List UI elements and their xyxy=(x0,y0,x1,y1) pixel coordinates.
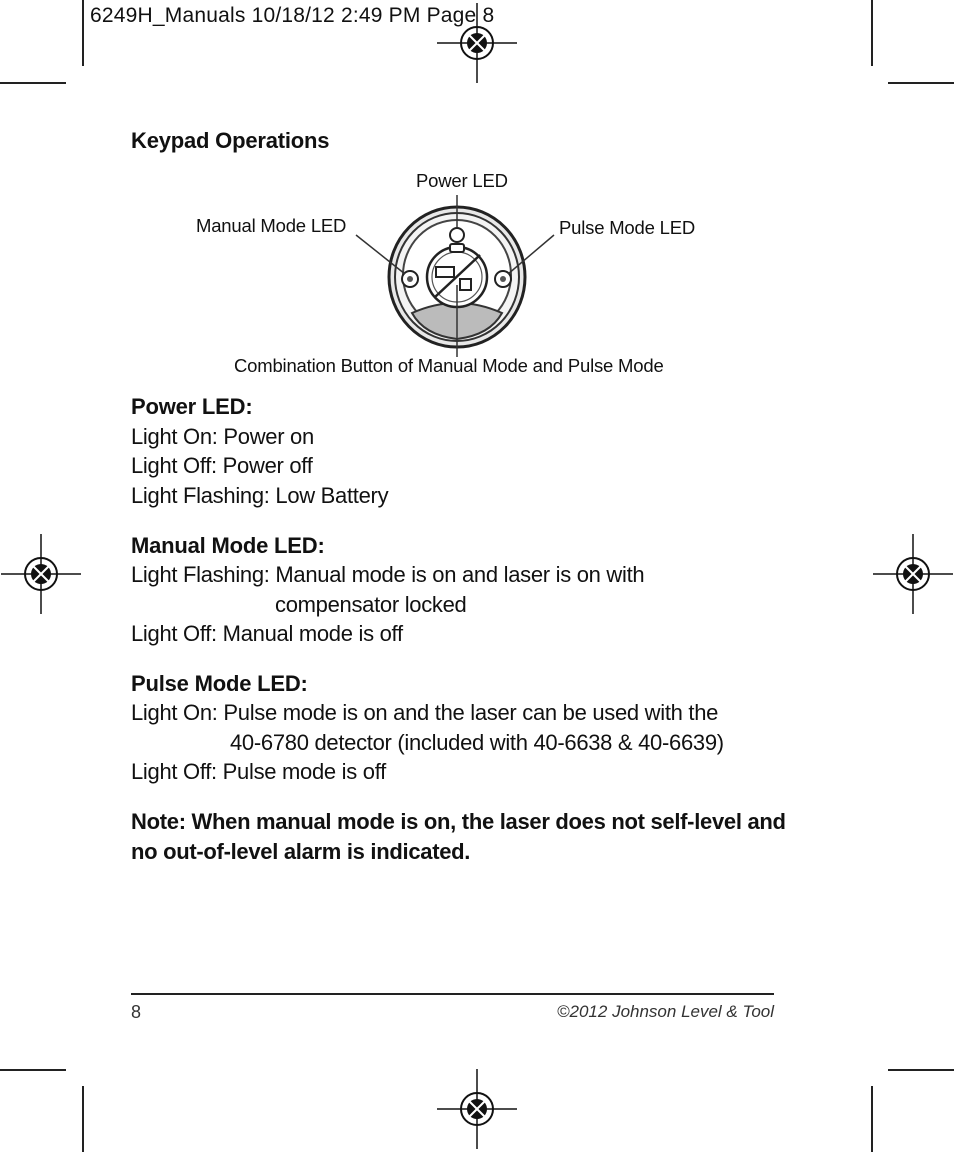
manual-mode-icon xyxy=(436,267,454,277)
power-led-title: Power LED: xyxy=(131,394,253,419)
label-power-led: Power LED xyxy=(416,170,508,191)
power-led-line: Light On: Power on xyxy=(131,424,314,449)
pulse-mode-led-line-continued: 40-6780 detector (included with 40-6638 & 40-6639) xyxy=(230,730,724,755)
keypad-diagram xyxy=(340,185,580,360)
manual-mode-led-line: Light Off: Manual mode is off xyxy=(131,621,403,646)
crop-mark-top-left-horizontal xyxy=(0,82,66,84)
label-pulse-mode-led: Pulse Mode LED xyxy=(559,217,696,238)
label-combination-button: Combination Button of Manual Mode and Pulse Mode xyxy=(234,355,664,376)
crop-mark-top-left-vertical xyxy=(82,0,84,66)
manual-mode-led-line-continued: compensator locked xyxy=(275,592,467,617)
crop-mark-bottom-left-vertical xyxy=(82,1086,84,1152)
footer-rule xyxy=(131,993,774,995)
manual-mode-led-line: Light Flashing: Manual mode is on and laser is on with xyxy=(131,562,645,587)
crop-mark-bottom-right-vertical xyxy=(871,1086,873,1152)
crop-mark-top-right-vertical xyxy=(871,0,873,66)
registration-mark-right xyxy=(873,534,953,614)
crop-mark-bottom-left-horizontal xyxy=(0,1069,66,1071)
pulse-mode-icon xyxy=(460,279,471,290)
registration-mark-top xyxy=(437,3,517,83)
crop-mark-top-right-horizontal xyxy=(888,82,954,84)
power-led-line: Light Off: Power off xyxy=(131,453,313,478)
note-line: Note: When manual mode is on, the laser does not self-level and xyxy=(131,809,786,834)
registration-mark-left xyxy=(1,534,81,614)
power-button[interactable] xyxy=(450,244,464,252)
crop-mark-bottom-right-horizontal xyxy=(888,1069,954,1071)
pulse-mode-led-title: Pulse Mode LED: xyxy=(131,671,308,696)
pulse-mode-led-line: Light On: Pulse mode is on and the laser can be used with the xyxy=(131,700,719,725)
printer-slug: 6249H_Manuals 10/18/12 2:49 PM Page 8 xyxy=(90,4,495,27)
page-title: Keypad Operations xyxy=(131,128,330,153)
manual-mode-led-title: Manual Mode LED: xyxy=(131,533,325,558)
label-manual-mode-led: Manual Mode LED xyxy=(196,215,347,236)
power-led-line: Light Flashing: Low Battery xyxy=(131,483,389,508)
pulse-mode-led-line: Light Off: Pulse mode is off xyxy=(131,759,386,784)
registration-mark-bottom xyxy=(437,1069,517,1149)
copyright-notice: ©2012 Johnson Level & Tool xyxy=(557,1002,774,1021)
note-line: no out-of-level alarm is indicated. xyxy=(131,839,471,864)
power-led xyxy=(450,228,464,242)
page-number: 8 xyxy=(131,1002,142,1022)
